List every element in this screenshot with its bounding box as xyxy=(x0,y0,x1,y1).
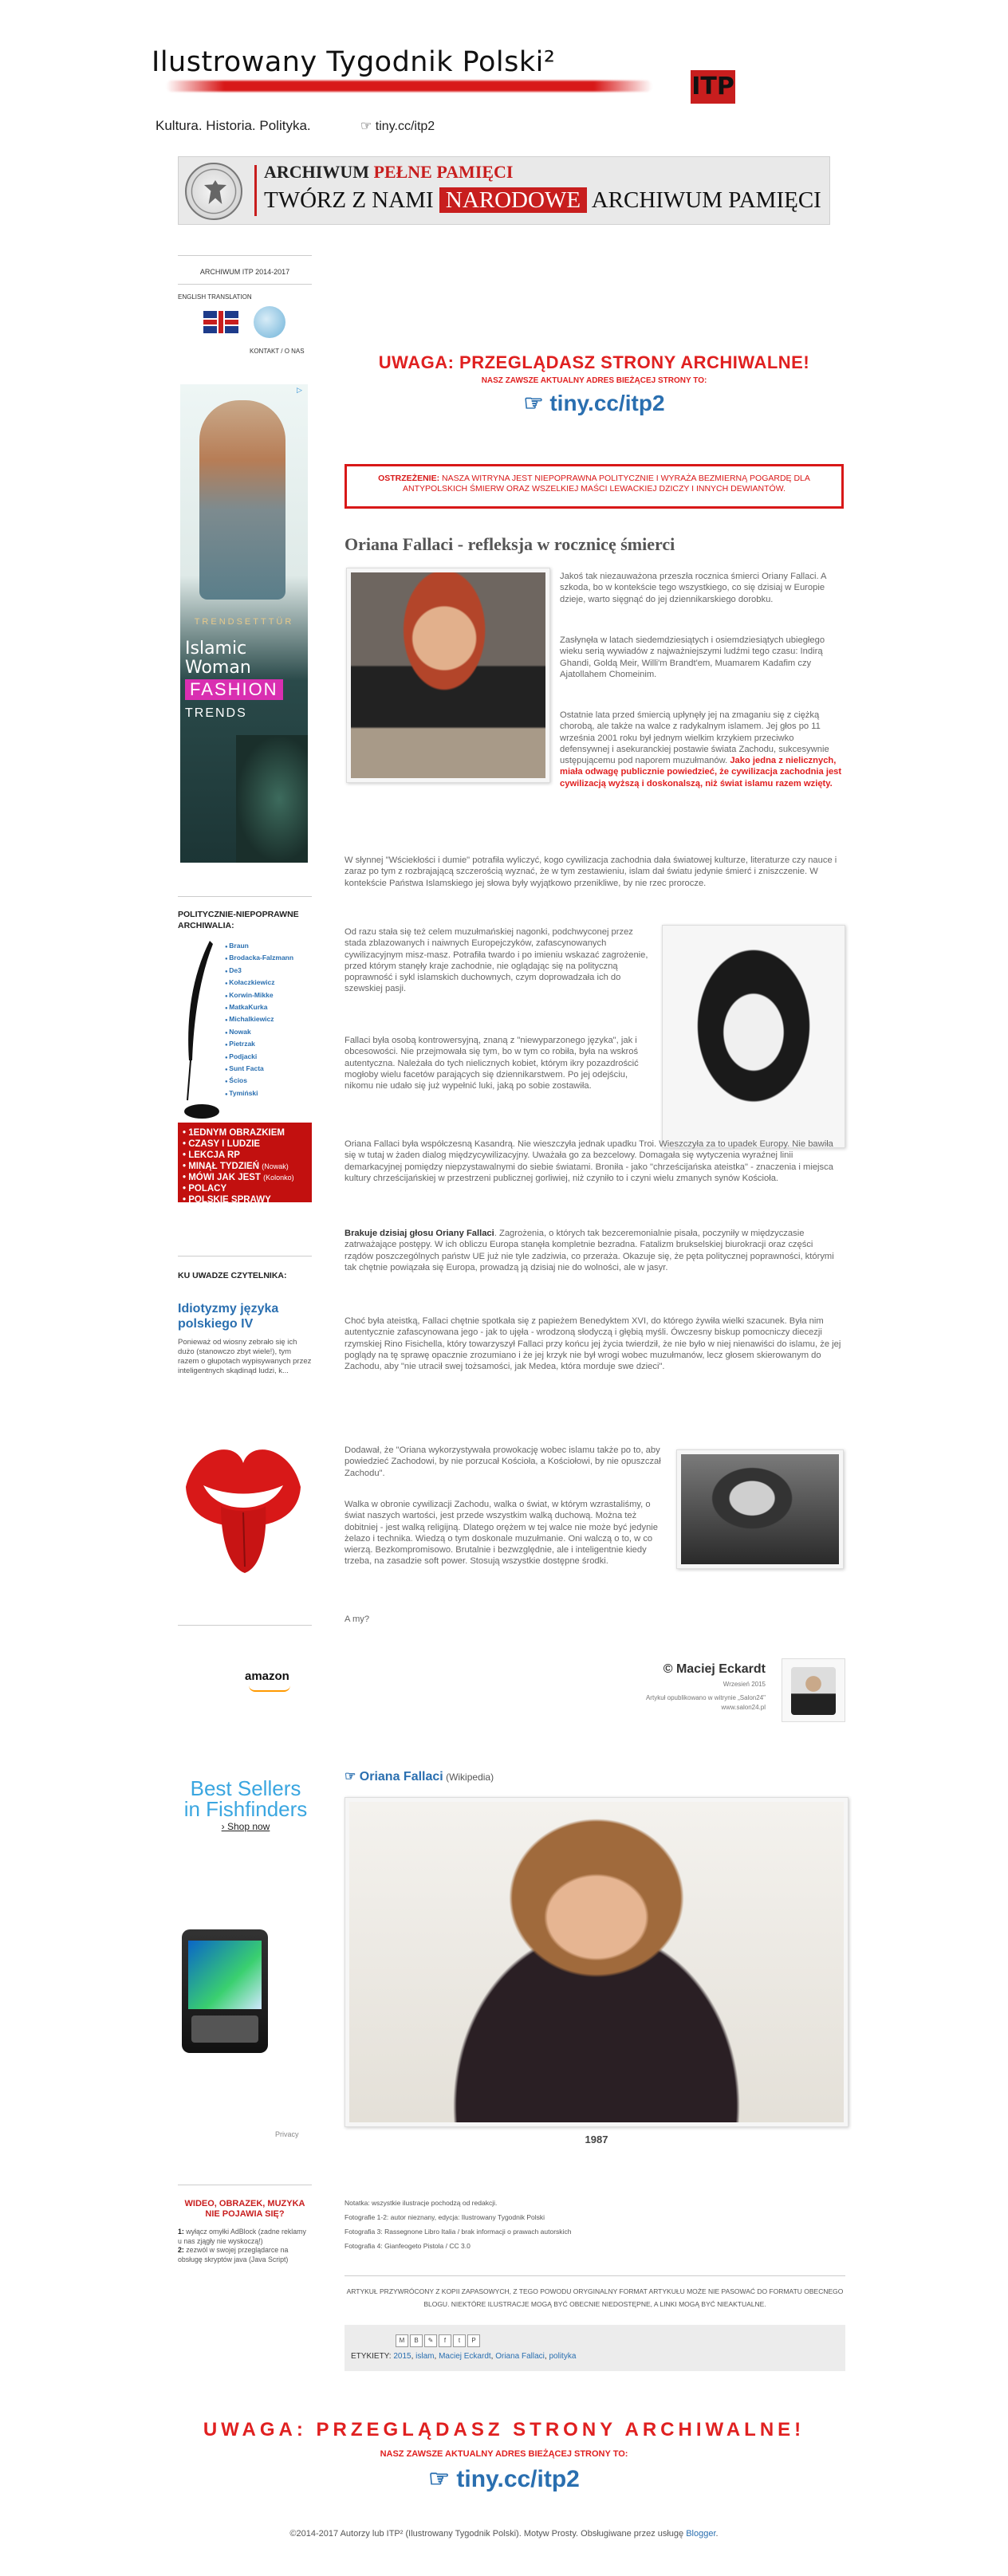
blogger-link[interactable]: Blogger xyxy=(686,2529,716,2539)
share-icon[interactable]: M xyxy=(396,2334,408,2347)
reader-heading: KU UWADZE CZYTELNIKA: xyxy=(178,1271,287,1280)
red-menu-item[interactable]: • MÓWI JAK JEST (Kolonko) xyxy=(183,1173,294,1182)
author-avatar xyxy=(782,1658,845,1722)
rolling-stones-tongue-logo xyxy=(179,1439,307,1583)
paragraph-3: Ostatnie lata przed śmiercią upłynęły jej na zmaganiu się z ciężką chorobą, ale także na walce z radykalnym islamem. Jej głos po 11 września 2001 roku był jednym wielkim krzykiem przeciwko defensywnej i asekuranckiej postawie świata Zachodu, sukcesywnie ustępującemu pod naporem muzułmanów. Jako jedna z nielicznych, miała odwagę publicznie powiedzieć, że cywilizacja zachodnia jest cywilizacją wyższą i doskonalszą, niż świat islamu razem wzięty. xyxy=(560,710,842,789)
banner-line2-a: TWÓRZ Z NAMI xyxy=(264,187,439,213)
red-menu xyxy=(178,1123,312,1216)
fishfinder-keys xyxy=(191,2016,258,2043)
red-menu-item[interactable]: • LEKCJA RP xyxy=(183,1150,240,1160)
reader-post-link[interactable]: Idiotyzmy języka polskiego IV xyxy=(178,1302,279,1331)
author-link[interactable]: ● MatkaKurka xyxy=(225,1002,313,1014)
fallaci-photo-3[interactable] xyxy=(676,1449,844,1569)
warning-text: NASZA WITRYNA JEST NIEPOPRAWNA POLITYCZNIE I WYRAŻA BEZMIERNĄ POGARDĘ DLA ANTYPOLSKICH ŚMIERW ORAZ WSZELKIEJ MAŚCI LEWACKIEJ DZICZY I INNYCH DEWIANTÓW. xyxy=(403,474,810,494)
footer-alert-subtitle: NASZ ZAWSZE AKTUALNY ADRES BIEŻĄCEJ STRONY TO: xyxy=(380,2449,628,2459)
author-date: Wrzesień 2015 xyxy=(723,1681,766,1688)
archive-note: ARTYKUŁ PRZYWRÓCONY Z KOPII ZAPASOWYCH, Z TEGO POWODU ORYGINALNY FORMAT ARTYKUŁU MOŻE NIE PASOWAĆ DO FORMATU OBECNEGO BLOGU. NIEKTÓRE ILUSTRACJE MOGĄ BYĆ OBECNIE NIEDOSTĘPNE, A LINKI MOGĄ BYĆ NIEAKTUALNE. xyxy=(346,2287,844,2308)
amazon-logo[interactable]: amazon xyxy=(245,1669,289,1683)
post-labels: ETYKIETY: 2015, islam, Maciej Eckardt, Oriana Fallaci, polityka xyxy=(351,2352,577,2361)
content-rule xyxy=(345,2275,845,2276)
alert-link[interactable]: ☞ tiny.cc/itp2 xyxy=(523,391,665,415)
ad-privacy-link[interactable]: Privacy xyxy=(275,2130,299,2138)
author-link[interactable]: ● Pietrzak xyxy=(225,1039,313,1051)
alert-subtitle: NASZ ZAWSZE AKTUALNY ADRES BIEŻĄCEJ STRONY TO: xyxy=(481,376,707,385)
paragraph-5: Od razu stała się też celem muzułmańskiej nagonki, podchwyconej przez stada zblazowanych i naiwnych Europejczyków, zafascynowanych cywilizacyjnym misz-masz. Potrafiła twardo i po imieniu wskazać zagrożenie, przed którym stanęły kraje zachodnie, nie oglądając się na polityczną poprawność i sykl islamskich duchownych, czym doprowadzała ich do szewskiej pasji. xyxy=(345,927,648,994)
sidebar-rule xyxy=(178,1256,312,1257)
labels-bar xyxy=(345,2325,845,2371)
author-name: © Maciej Eckardt xyxy=(663,1662,766,1676)
sidebar-rule xyxy=(178,1625,312,1626)
ad-choices-icon[interactable]: ▷ xyxy=(297,386,302,394)
warning-box xyxy=(345,464,844,509)
uk-flag-icon[interactable] xyxy=(203,311,238,333)
author-link[interactable]: ● Podjacki xyxy=(225,1052,313,1064)
paragraph-12: A my? xyxy=(345,1614,370,1624)
author-link[interactable]: ● Sunt Facta xyxy=(225,1064,313,1076)
photo-image xyxy=(351,572,545,778)
photo-notes xyxy=(345,2196,663,2253)
author-link[interactable]: ● Braun xyxy=(225,941,313,953)
label-link[interactable]: 2015 xyxy=(393,2352,411,2361)
label-link[interactable]: polityka xyxy=(549,2352,577,2361)
photo-caption: 1987 xyxy=(585,2134,608,2145)
banner-divider xyxy=(254,165,257,216)
avatar-image xyxy=(791,1667,836,1715)
photo-image xyxy=(681,1454,839,1564)
post-title[interactable]: Oriana Fallaci - refleksja w rocznicę śmierci xyxy=(345,534,675,554)
share-icons xyxy=(396,2334,480,2347)
quill-icon xyxy=(178,941,226,1120)
archive-banner[interactable] xyxy=(178,156,830,225)
video-notes: 1: wyłącz omyłki AdBlock (zadne reklamy u nas zjągły nie wyskoczą!) 2: zezwól w swojej przeglądarce na obsługę skryptów java (Java Script) xyxy=(178,2228,306,2263)
banner-line1-b: PEŁNE PAMIĘCI xyxy=(373,162,514,182)
author-link[interactable]: ● Michalkiewicz xyxy=(225,1014,313,1026)
author-link[interactable]: ● Korwin-Mikke xyxy=(225,990,313,1002)
red-menu-item[interactable]: • 1EDNYM OBRAZKIEM xyxy=(183,1128,285,1138)
ad-brand: TRENDSETTTÜR xyxy=(194,617,294,627)
label-link[interactable]: Oriana Fallaci xyxy=(495,2352,545,2361)
ad-line2: Islamic Woman xyxy=(185,639,251,678)
english-translation-label: ENGLISH TRANSLATION xyxy=(178,293,252,301)
sidebar-rule xyxy=(178,896,312,897)
label-link[interactable]: Maciej Eckardt xyxy=(439,2352,491,2361)
photo-image xyxy=(349,1802,844,2122)
author-link[interactable]: ● Ścios xyxy=(225,1076,313,1087)
footer-alert-title: UWAGA: PRZEGLĄDASZ STRONY ARCHIWALNE! xyxy=(203,2419,805,2440)
ad-leaves-image xyxy=(236,735,308,863)
label-link[interactable]: islam xyxy=(415,2352,435,2361)
paragraph-7: Oriana Fallaci była współczesną Kasandrą. Nie wieszczyła jednak upadku Troi. Wieszczyła za to upadek Europy. Nie bawiła się w tutaj w żaden dialog międzycywilizacyjny. Uważała go za bezcelowy. Domagała się wytyczenia wyraźnej linii demarkacyjnej pomiędzy niepzystawalnymi do siebie światami. Broniła - jako "chrześcijańska ateistka" - znaczenia i miejsca kultury chrześcijańskiej w przestrzeni publicznej gorliwiej, niż czyniło to i czyni wielu zmanych synów Kościoła. xyxy=(345,1139,833,1183)
author-link[interactable]: ● Tymiński xyxy=(225,1088,313,1100)
archive-alert xyxy=(343,352,845,416)
eagle-icon xyxy=(204,180,226,204)
share-icon[interactable]: P xyxy=(467,2334,480,2347)
author-note: Artykuł opublikowano w witrynie „Salon24" www.salon24.pl xyxy=(645,1694,766,1711)
fallaci-photo-2[interactable] xyxy=(662,925,845,1148)
copyright: ©2014-2017 Autorzy lub ITP² (Ilustrowany Tygodnik Polski). Motyw Prosty. Obsługiwane przez usługę Blogger. xyxy=(289,2529,719,2539)
banner-line2-c: ARCHIWUM PAMIĘCI xyxy=(587,187,821,213)
author-link[interactable]: ● De3 xyxy=(225,966,313,977)
ad-line5: TRENDS xyxy=(185,706,247,720)
alert-title: UWAGA: PRZEGLĄDASZ STRONY ARCHIWALNE! xyxy=(378,352,810,372)
fishfinder-screen xyxy=(188,1941,262,2009)
footer-alert-link[interactable]: ☞ tiny.cc/itp2 xyxy=(428,2466,580,2492)
banner-line1 xyxy=(264,162,514,183)
paragraph-11: Walka w obronie cywilizacji Zachodu, walka o świat, w którym wzrastaliśmy, o świat naszych wartości, jest przede wszystkim walką duchową. Można też dobitniej - jest walką religijną. Dlatego orężem w tej walce nie może być jedynie żelazo i technika. Wiedzą o tym doskonale muzułmanie. Oni walczą o to, w co wierzą. Bezkompromisowo. Brutalnie i bezwzględnie, ale i inteligentnie kiedy trzeba, na zasadzie soft power. Stosują wszystkie dostępne środki. xyxy=(345,1500,658,1567)
contact-link[interactable]: KONTAKT / O NAS xyxy=(250,348,305,355)
ad-line4: FASHION xyxy=(185,679,283,700)
banner-line2 xyxy=(264,187,821,214)
itp-logo[interactable]: ITP xyxy=(691,70,735,104)
site-title[interactable]: Ilustrowany Tygodnik Polski² xyxy=(152,46,556,78)
tagline: Kultura. Historia. Polityka. xyxy=(156,118,311,133)
paragraph-2: Zasłynęła w latach siedemdziesiątych i osiemdziesiątych ubiegłego wieku serią wywiadów z najważniejszymi ludźmi tego czasu: Indirą Ghandi, Goldą Meir, Willi'm Brandt'em, Muamarem Kadafim czy Ajatollahem Chomeinim. xyxy=(560,635,825,679)
politically-incorrect-heading: POLITYCZNIE-NIEPOPRAWNE ARCHIWALIA: xyxy=(178,910,299,930)
footer-archive-alert xyxy=(159,2419,849,2493)
fallaci-photo-1[interactable] xyxy=(346,568,550,783)
fashion-ad[interactable] xyxy=(180,384,308,863)
paragraph-9: Choć była ateistką, Fallaci chętnie spotkała się z papieżem Benedyktem XVI, do którego żywiła wielki szacunek. Była nim autentycznie zafascynowana jego - jak to ujęła - wrodzoną słodyczą i głębią myśli. Ówczesny biskup pomocniczy diecezji rzymskiej Rino Fisichella, który towarzyszył Fallaci przy końcu jej życia twierdził, że nie było w niej nienawiści do islamu, że jej poglądy na tę sprawę opacznie zrozumiano i że jej krzyk nie był wrogi wobec muzułmanów, lecz głosem skierowanym do Zachodu, aby "nie utracił swej tożsamości, jak Medea, która morduje swe dzieci". xyxy=(345,1316,841,1372)
paragraph-1: Jakoś tak niezauważona przeszła rocznica śmierci Oriany Fallaci. A szkoda, bo w kontekście tego wszystkiego, co się dzisiaj w Europie dzieje, warto sięgnąć do jej dziennikarskiego dorobku. xyxy=(560,572,826,604)
wikipedia-link[interactable]: ☞ Oriana Fallaci (Wikipedia) xyxy=(345,1770,494,1784)
author-link[interactable]: ● Nowak xyxy=(225,1027,313,1039)
paragraph-4: W słynnej "Wściekłości i dumie" potrafiła wyliczyć, kogo cywilizacja zachodnia dała światowej kulturze, literaturze czy nauce i zaraz po tym z rozbrajającą szczerością wyznać, że w tym zestawieniu, islam dał światu jedynie śmierć i zniszczenie. W kontekście Państwa Islamskiego jej słowa były wyjątkowo przenikliwe, by nie rzec prorocze. xyxy=(345,855,837,888)
red-menu-item[interactable]: • MINĄŁ TYDZIEŃ (Nowak) xyxy=(183,1162,289,1171)
photo-note: Fotografia 4: Gianfeogeto Pistola / CC 3.0 xyxy=(345,2242,471,2250)
author-list xyxy=(225,941,313,1100)
sidebar-archive-title: ARCHIWUM ITP 2014-2017 xyxy=(199,268,290,276)
seal-icon xyxy=(185,163,242,220)
fishfinder-ad-title[interactable]: Best Sellers in Fishfinders xyxy=(183,1776,308,1821)
banner-line1-a: ARCHIWUM xyxy=(264,162,374,182)
banner-line2-b: NARODOWE xyxy=(439,187,587,213)
bird-icon[interactable] xyxy=(254,306,285,338)
red-menu-item[interactable]: • CZASY I LUDZIE xyxy=(183,1139,261,1149)
header-short-link[interactable]: ☞ tiny.cc/itp2 xyxy=(360,120,435,133)
share-icon[interactable]: t xyxy=(453,2334,466,2347)
red-menu-item[interactable]: • POLACY xyxy=(183,1184,227,1194)
author-link[interactable]: ● Brodacka-Falzmann xyxy=(225,953,313,965)
red-menu-item[interactable]: • POLSKIE SPRAWY xyxy=(183,1195,271,1205)
photo-note: Fotografia 3: Rassegnone Libro Italia / brak informacji o prawach autorskich xyxy=(345,2228,572,2236)
author-link[interactable]: ● Kołaczkiewicz xyxy=(225,977,313,989)
photo-image xyxy=(667,930,841,1143)
fishfinder-shop-link[interactable]: › Shop now xyxy=(221,1821,270,1832)
red-menu-item[interactable]: • WYWIADY xyxy=(183,1206,234,1216)
reader-post-snippet: Ponieważ od wiosny zebrało się ich dużo (stanowczo zbyt wiele!), tym razem o głupotach wypisywanych przez inteligentnych skądinąd ludzi, k... xyxy=(178,1338,312,1375)
sidebar-rule xyxy=(178,284,312,285)
photo-note: Notatka: wszystkie ilustracje pochodzą od redakcji. xyxy=(345,2199,498,2207)
sidebar-rule xyxy=(178,255,312,256)
share-icon[interactable]: B xyxy=(410,2334,423,2347)
ad-model-image xyxy=(199,400,285,600)
warning-label: OSTRZEŻENIE: xyxy=(378,474,440,483)
share-icon[interactable]: ✎ xyxy=(424,2334,437,2347)
paragraph-8: Brakuje dzisiaj głosu Oriany Fallaci. Zagrożenia, o których tak bezceremonialnie pisała, poczyniły w międzyczasie zatrważające postępy. W ich obliczu Europa stanęła kompletnie bezradna. Fatalizm brukselskiej biurokracji oraz części rządów poszczególnych państw UE już nie tyle zadziwia, co przeraża. Okazuje się, że pęta politycznej poprawności, którymi tak chętnie powiązała się Europa, prowadzą ją dzisiaj nie do wolności, ale w jasyr. xyxy=(345,1229,834,1272)
amazon-smile-icon xyxy=(249,1685,290,1692)
paragraph-10: Dodawał, że "Oriana wykorzystywała prowokację wobec islamu także po to, aby powiedzieć Zachodowi, by nie porzucał Kościoła, a Kościołowi, by nie opuszczał Zachodu". xyxy=(345,1445,661,1478)
video-heading: WIDEO, OBRAZEK, MUZYKA NIE POJAWIA SIĘ? xyxy=(184,2199,305,2219)
paragraph-6: Fallaci była osobą kontrowersyjną, znaną z "niewyparzonego języka", jak i obcesowości. Nie przejmowała się tym, bo w tym co robiła, była na wskroś autentyczna. Należała do tych nielicznych kobiet, którym ikry pozazdrościć mogłoby wielu facetów parających się dziennikarstwem. Po jej odejściu, nikomu nie udało się już wypełnić luki, jaką po sobie zostawiła. xyxy=(345,1036,639,1091)
title-underline xyxy=(166,81,652,92)
share-icon[interactable]: f xyxy=(439,2334,451,2347)
photo-note: Fotografie 1-2: autor nieznany, edycja: Ilustrowany Tygodnik Polski xyxy=(345,2213,545,2221)
fallaci-photo-4[interactable] xyxy=(345,1797,849,2127)
